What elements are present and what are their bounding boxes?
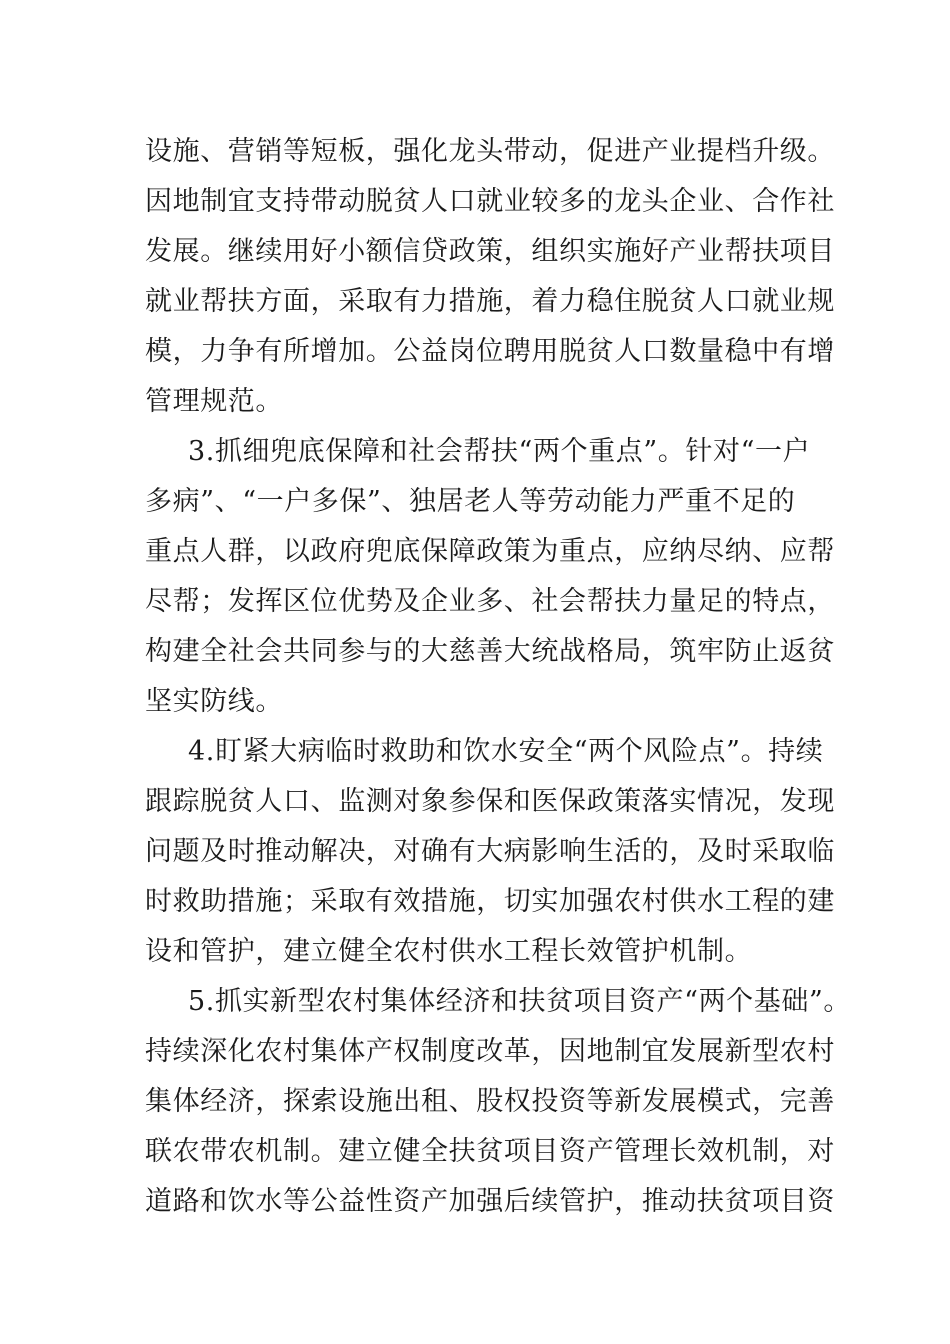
text-line: 持续深化农村集体产权制度改革，因地制宜发展新型农村 [145, 1036, 835, 1067]
text-line: 管理规范。 [145, 386, 283, 417]
text-line: 尽帮；发挥区位优势及企业多、社会帮扶力量足的特点， [145, 586, 835, 617]
text-line: 就业帮扶方面，采取有力措施，着力稳住脱贫人口就业规 [145, 286, 835, 317]
text-line: 模，力争有所增加。公益岗位聘用脱贫人口数量稳中有增 [145, 336, 835, 367]
text-line: 时救助措施；采取有效措施，切实加强农村供水工程的建 [145, 886, 835, 917]
text-line: 重点人群，以政府兜底保障政策为重点，应纳尽纳、应帮 [145, 536, 835, 567]
text-line: 设施、营销等短板，强化龙头带动，促进产业提档升级。 [145, 136, 835, 167]
text-line: 道路和饮水等公益性资产加强后续管护，推动扶贫项目资 [145, 1186, 835, 1217]
text-line: 设和管护，建立健全农村供水工程长效管护机制。 [145, 936, 753, 967]
text-line: 问题及时推动解决，对确有大病影响生活的，及时采取临 [145, 836, 835, 867]
text-line: 集体经济，探索设施出租、股权投资等新发展模式，完善 [145, 1086, 835, 1117]
text-line: 因地制宜支持带动脱贫人口就业较多的龙头企业、合作社 [145, 186, 835, 217]
text-line: 构建全社会共同参与的大慈善大统战格局，筑牢防止返贫 [145, 636, 835, 667]
section-3-heading-line: 3.抓细兜底保障和社会帮扶“两个重点”。针对“一户 [188, 436, 811, 467]
text-line: 联农带农机制。建立健全扶贫项目资产管理长效机制，对 [145, 1136, 835, 1167]
section-4-heading-line: 4.盯紧大病临时救助和饮水安全“两个风险点”。持续 [188, 736, 824, 767]
section-5-heading-line: 5.抓实新型农村集体经济和扶贫项目资产“两个基础”。 [188, 986, 851, 1017]
text-line: 跟踪脱贫人口、监测对象参保和医保政策落实情况，发现 [145, 786, 835, 817]
text-line: 发展。继续用好小额信贷政策，组织实施好产业帮扶项目 [145, 236, 835, 267]
text-line: 坚实防线。 [145, 686, 283, 717]
text-line: 多病”、“一户多保”、独居老人等劳动能力严重不足的 [145, 486, 796, 517]
